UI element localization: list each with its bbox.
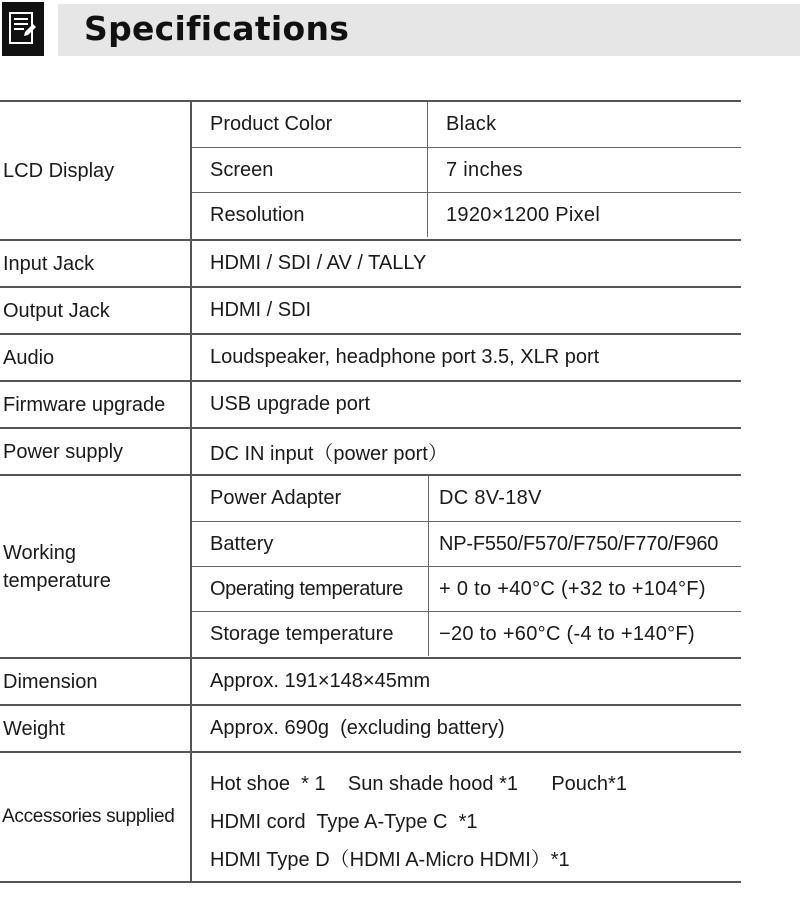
- page-title: Specifications: [84, 9, 350, 48]
- spec-subvalue: −20 to +60°C (-4 to +140°F): [439, 622, 695, 645]
- spec-subtable: [192, 102, 741, 239]
- spec-category: Input Jack: [0, 241, 192, 286]
- spec-subvalue: 7 inches: [446, 158, 523, 181]
- spec-category: Firmware upgrade: [0, 382, 192, 427]
- spec-value: DC IN input（power port）: [210, 443, 448, 465]
- spec-category: Accessories supplied: [0, 753, 192, 881]
- list-item: HDMI cord Type A-Type C *1: [210, 811, 478, 833]
- spec-value: Loudspeaker, headphone port 3.5, XLR port: [210, 346, 600, 368]
- spec-row-input-jack: [0, 239, 741, 286]
- spec-category: LCD Display: [0, 102, 192, 239]
- spec-row-output-jack: [0, 286, 741, 333]
- spec-subvalue: + 0 to +40°C (+32 to +104°F): [439, 577, 706, 600]
- spec-subkey: Resolution: [192, 193, 428, 237]
- spec-category: Audio: [0, 335, 192, 380]
- spec-subrow: [192, 476, 741, 521]
- spec-subrow: [192, 147, 741, 192]
- list-item: Hot shoe * 1 Sun shade hood *1 Pouch*1: [210, 773, 627, 795]
- spec-subrow: [192, 566, 741, 611]
- spec-subkey: Product Color: [192, 102, 428, 147]
- spec-row-power: [0, 427, 741, 474]
- spec-subvalue: NP-F550/F570/F750/F770/F960: [439, 532, 719, 555]
- spec-category-line: Working: [3, 541, 76, 564]
- spec-value: USB upgrade port: [210, 393, 371, 415]
- spec-value: HDMI / SDI: [210, 299, 312, 321]
- spec-table: [0, 100, 741, 883]
- spec-row-dimension: [0, 657, 741, 704]
- spec-subkey: Operating temperature: [192, 567, 429, 611]
- accessories-list: [192, 753, 627, 881]
- spec-category-line: temperature: [3, 569, 111, 592]
- section-header: [0, 0, 800, 60]
- spec-subkey: Battery: [192, 522, 429, 566]
- spec-subrow: [192, 102, 741, 147]
- spec-subrow: [192, 611, 741, 656]
- spec-category: Power supply: [0, 429, 192, 474]
- spec-category: Weight: [0, 706, 192, 751]
- spec-row-firmware: [0, 380, 741, 427]
- spec-subvalue: DC 8V-18V: [439, 487, 542, 509]
- spec-category: Dimension: [0, 659, 192, 704]
- spec-subrow: [192, 192, 741, 237]
- spec-row-accessories: [0, 751, 741, 883]
- spec-subvalue: Black: [446, 113, 497, 135]
- list-item: HDMI Type D（HDMI A-Micro HDMI）*1: [210, 849, 570, 871]
- spec-category: Output Jack: [0, 288, 192, 333]
- spec-subkey: Storage temperature: [192, 612, 429, 656]
- spec-subvalue: 1920×1200 Pixel: [446, 203, 601, 226]
- spec-category: [0, 476, 192, 657]
- document-icon: [2, 2, 44, 56]
- spec-value: Approx. 690g (excluding battery): [210, 717, 505, 739]
- spec-subrow: [192, 521, 741, 566]
- spec-row-weight: [0, 704, 741, 751]
- spec-row-audio: [0, 333, 741, 380]
- spec-value: HDMI / SDI / AV / TALLY: [210, 252, 427, 274]
- spec-subtable: [192, 476, 741, 657]
- spec-subkey: Power Adapter: [192, 476, 429, 521]
- spec-value: Approx. 191×148×45mm: [210, 670, 431, 692]
- spec-subkey: Screen: [192, 148, 428, 192]
- spec-row-working: [0, 474, 741, 657]
- spec-row-lcd: [0, 100, 741, 239]
